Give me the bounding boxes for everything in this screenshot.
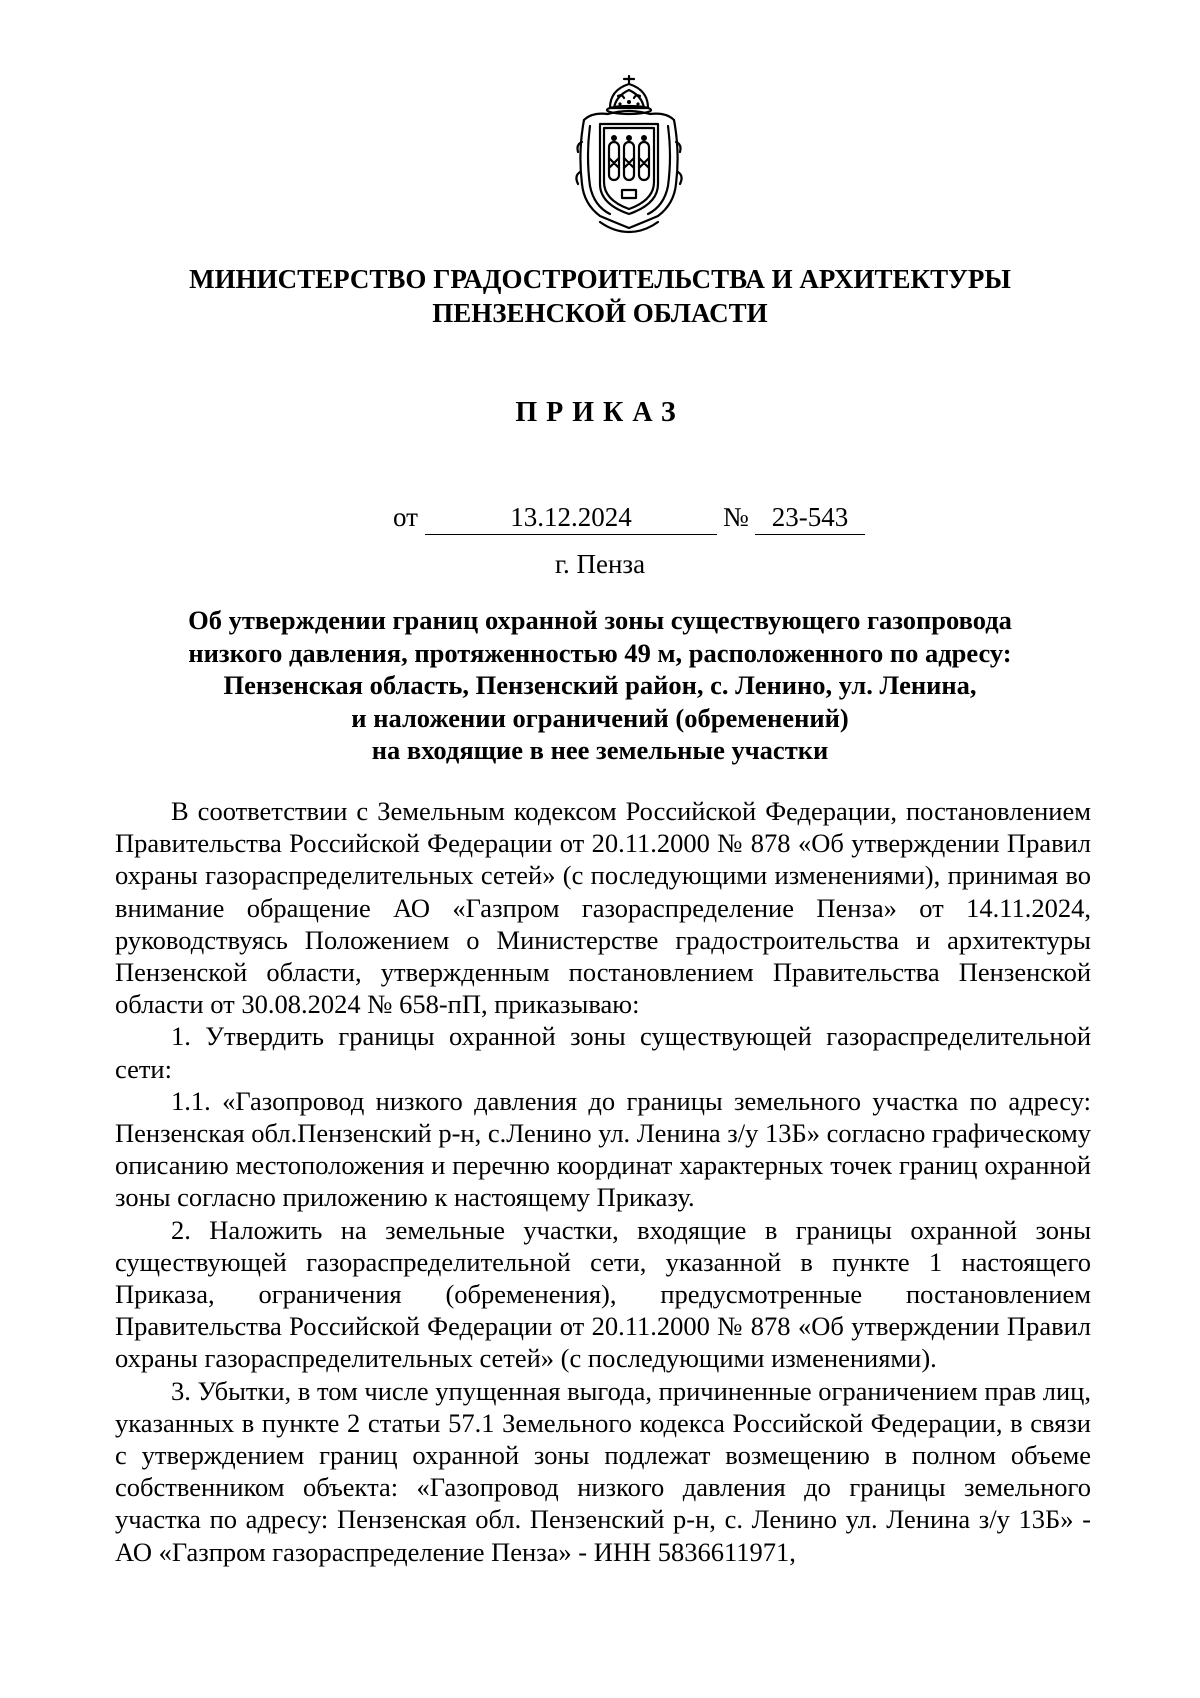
number-sign: № xyxy=(723,502,749,532)
clause-3-paragraph: 3. Убытки, в том числе упущенная выгода, причиненные ограничением прав лиц, указанных в пункте 2 статьи 57.1 Земельного кодекса Российской Федерации, в связи с утверждением границ охранной зоны подлежат возмещению в полном объеме собственником объекта: «Газопровод низкого давления до границы земельного участка по адресу: Пензенская обл. Пензенский р-н, с. Ленино ул. Ленина з/у 13Б» - АО «Газпром газораспределение Пенза» - ИНН 5836611971, xyxy=(115,1375,1091,1567)
coat-of-arms-emblem xyxy=(570,72,688,234)
ministry-name xyxy=(150,262,1050,330)
document-type-title: ПРИКАЗ xyxy=(515,397,685,428)
subject-line: Об утверждении границ охранной зоны существующего газопровода xyxy=(188,605,1012,635)
preamble-paragraph: В соответствии с Земельным кодексом Российской Федерации, постановлением Правительства Российской Федерации от 20.11.2000 № 878 «Об утверждении Правил охраны газораспределительных сетей» (с последующими изменениями), принимая во внимание обращение АО «Газпром газораспределение Пенза» от 14.11.2024, руководствуясь Положением о Министерстве градостроительства и архитектуры Пензенской области, утвержденным постановлением Правительства Пензенской области от 30.08.2024 № 658-пП, приказываю: xyxy=(115,796,1091,1020)
issue-city: г. Пенза xyxy=(554,549,646,579)
document-number: 23-543 xyxy=(755,500,865,535)
date-prefix: от xyxy=(393,502,418,532)
document-date: 13.12.2024 xyxy=(425,500,717,535)
clause-1-paragraph: 1. Утвердить границы охранной зоны существующей газораспределительной сети: xyxy=(115,1021,1091,1084)
subject-line: на входящие в нее земельные участки xyxy=(371,735,829,765)
document-subject xyxy=(120,604,1080,767)
clause-2-paragraph: 2. Наложить на земельные участки, входящие в границы охранной зоны существующей газораспределительной сети, указанной в пункте 1 настоящего Приказа, ограничения (обременения), предусмотренные постановлением Правительства Российской Федерации от 20.11.2000 № 878 «Об утверждении Правил охраны газораспределительных сетей» (с последующими изменениями). xyxy=(115,1214,1091,1374)
document-body xyxy=(115,795,1091,1568)
subject-line: Пензенская область, Пензенский район, с. Ленино, ул. Ленина, xyxy=(223,670,977,700)
date-number-line xyxy=(0,500,1200,534)
ministry-name-line2: ПЕНЗЕНСКОЙ ОБЛАСТИ xyxy=(432,298,768,328)
ministry-name-line1: МИНИСТЕРСТВО ГРАДОСТРОИТЕЛЬСТВА И АРХИТЕКТУРЫ xyxy=(189,264,1011,294)
clause-1-1-paragraph: 1.1. «Газопровод низкого давления до границы земельного участка по адресу: Пензенская обл.Пензенский р-н, с.Ленино ул. Ленина з/у 13Б» согласно графическому описанию местоположения и перечню координат характерных точек границ охранной зоны согласно приложению к настоящему Приказу. xyxy=(115,1085,1091,1213)
subject-line: низкого давления, протяженностью 49 м, расположенного по адресу: xyxy=(188,637,1012,668)
subject-line: и наложении ограничений (обременений) xyxy=(351,702,849,733)
